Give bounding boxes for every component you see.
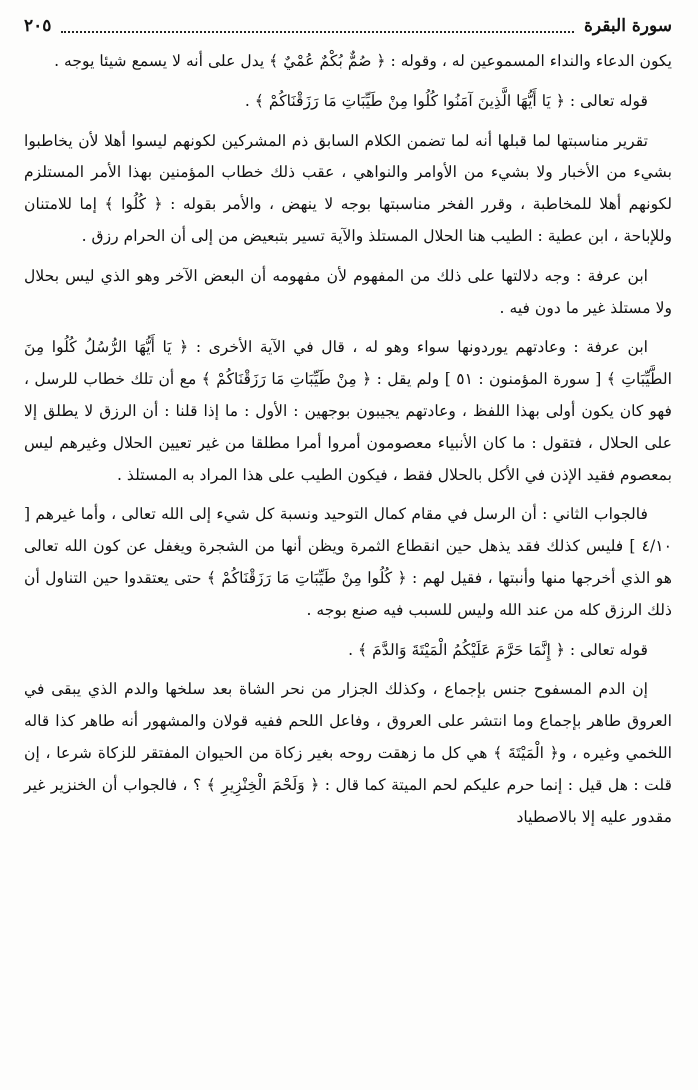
paragraph: فالجواب الثاني : أن الرسل في مقام كمال التوحيد ونسبة كل شيء إلى الله تعالى ، وأما غيرهم [ ٤/١٠ ] فليس كذلك فقد يذهل حين انقطاع الثمرة ويظن أنها من الشجرة ويغفل عن كون الله تعالى هو الذي أخرجها منها وأنبتها ، فقيل لهم : ﴿ كُلُوا مِنْ طَيِّبَاتِ مَا رَزَقْنَاكُمْ ﴾ حتى يعتقدوا حين التناول أن ذلك الرزق كله من عند الله وليس للسبب فيه صنع بوجه . <box>24 505 672 619</box>
verse-heading: قوله تعالى : ﴿ إِنَّمَا حَرَّمَ عَلَيْكُمُ الْمَيْتَةَ وَالدَّمَ ﴾ . <box>348 640 648 659</box>
paragraph: ابن عرفة : وعادتهم يوردونها سواء وهو له ، قال في الآية الأخرى : ﴿ يَا أَيُّهَا الرُّسُلُ كُلُوا مِنَ الطَّيِّبَاتِ ﴾ [ سورة المؤمنون : ٥١ ] ولم يقل : ﴿ مِنْ طَيِّبَاتِ مَا رَزَقْنَاكُمْ ﴾ مع أن تلك خطاب للرسل ، فهو كان يكون أولى بهذا اللفظ ، وعادتهم يجيبون بوجهين : الأول : ما إذا قلنا : أن الرزق لا يطلق إلا على الحلال ، فتقول : ما كان الأنبياء معصومون أمروا أمرا مطلقا من غير تعيين الحلال وغيرهم ليس بمعصوم فقيد الإذن في الأكل بالحلال فقط ، فيكون الطيب على هذا المراد به المستلذ . <box>24 338 672 484</box>
paragraph: تقرير مناسبتها لما قبلها أنه لما تضمن الكلام السابق ذم المشركين لكونهم ليسوا أهلا لأن يخاطبوا بشيء من الأخبار ولا بشيء من الأوامر والنواهي ، عقب ذلك خطاب المؤمنين بهذا الأمر المستلزم لكونهم أهلا للمخاطبة ، وقرر الفخر مناسبتها بوجه لا ينهض ، والأمر بقوله : ﴿ كُلُوا ﴾ إما للامتنان وللإباحة ، ابن عطية : الطيب هنا الحلال المستلذ والآية تسير بتبعيض من إلى أن الحرام رزق . <box>24 131 672 245</box>
surah-title: سورة البقرة <box>584 16 672 36</box>
verse-heading: قوله تعالى : ﴿ يَا أَيُّهَا الَّذِينَ آمَنُوا كُلُوا مِنْ طَيِّبَاتِ مَا رَزَقْنَاكُمْ ﴾ . <box>244 91 648 110</box>
paragraph: إن الدم المسفوح جنس بإجماع ، وكذلك الجزار من نحر الشاة بعد سلخها والدم الذي يبقى في العروق طاهر بإجماع وما انتشر على العروق ، وفاعل اللحم ففيه قولان والمشهور أنه طاهر كذا قاله اللخمي وغيره ، و﴿ الْمَيْتَةَ ﴾ هي كل ما زهقت روحه بغير زكاة من الحيوان المفتقر للزكاة شرعا ، إن قلت : هل قيل : إنما حرم عليكم لحم الميتة كما قال : ﴿ وَلَحْمَ الْخِنْزِيرِ ﴾ ؟ ، فالجواب أن الخنزير غير مقدور عليه إلا بالاصطياد <box>24 680 672 826</box>
header-dotted-rule <box>61 19 574 33</box>
page-body <box>24 46 672 833</box>
page-header <box>24 6 672 46</box>
paragraph: يكون الدعاء والنداء المسموعين له ، وقوله : ﴿ صُمٌّ بُكْمٌ عُمْيٌ ﴾ يدل على أنه لا يسمع شيئا يوجه . <box>54 52 672 70</box>
page-number: ٢٠٥ <box>24 16 52 36</box>
paragraph: ابن عرفة : وجه دلالتها على ذلك من المفهوم لأن مفهومه أن البعض الآخر وهو الذي ليس بحلال ولا مستلذ غير ما دون فيه . <box>24 266 672 317</box>
